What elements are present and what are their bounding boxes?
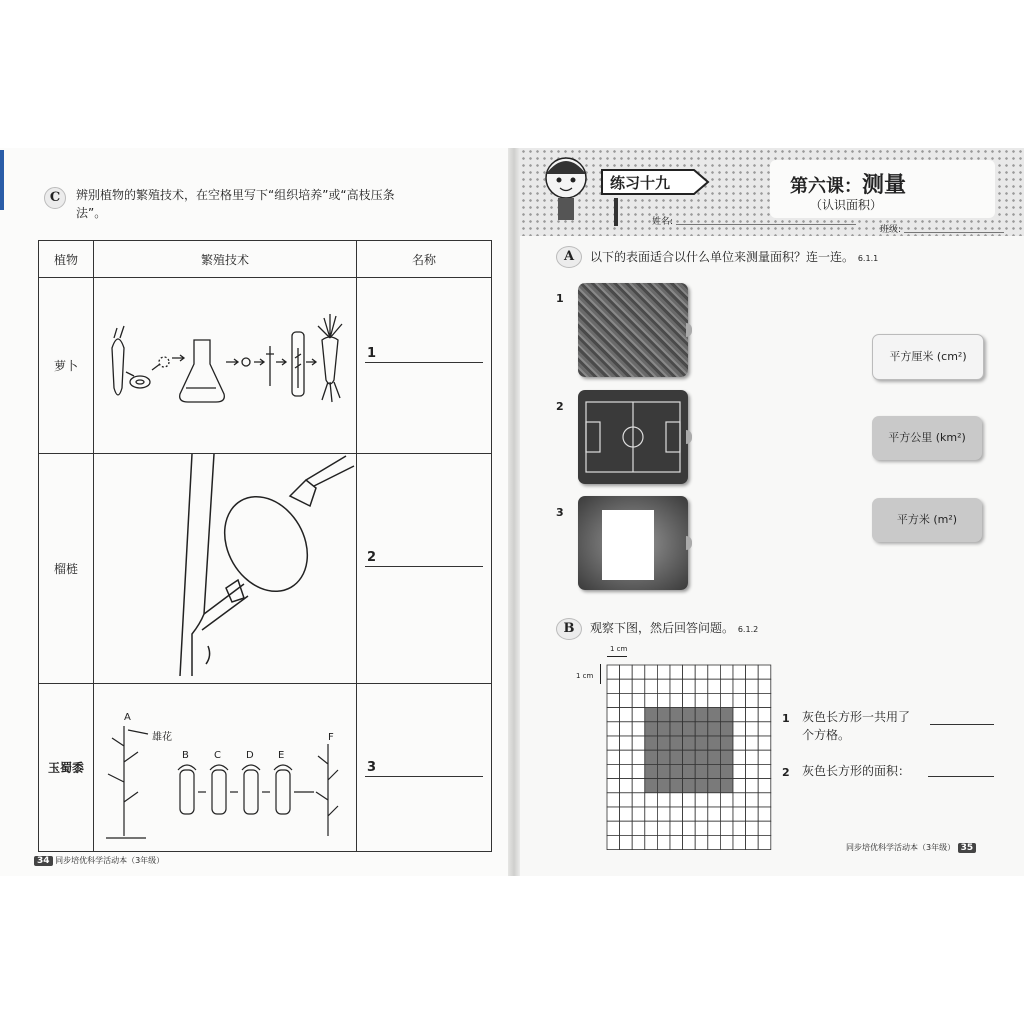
grid-cell	[683, 793, 696, 807]
grid-cell	[683, 835, 696, 849]
grid-cell	[733, 722, 746, 736]
grid-cell	[758, 679, 771, 693]
q1-text	[802, 708, 910, 744]
grid-cell	[708, 793, 721, 807]
grid-cell-shaded	[708, 708, 721, 722]
sign-post	[614, 198, 618, 226]
grid-cell	[607, 708, 620, 722]
grid-cell-shaded	[657, 722, 670, 736]
grid-cell	[746, 693, 759, 707]
label-d: D	[246, 750, 254, 761]
grid-cell	[632, 708, 645, 722]
section-c-instruction	[76, 186, 395, 222]
grid-cell	[632, 835, 645, 849]
grid-cell-shaded	[683, 779, 696, 793]
exercise-label: 练习十九	[610, 174, 671, 192]
left-page-number: 34	[34, 856, 53, 866]
corn-culture-illustration	[94, 684, 357, 852]
grid-cell	[733, 679, 746, 693]
scale-top-label: 1 cm	[610, 645, 628, 653]
answer-number: 1	[367, 346, 377, 361]
grid-cell	[670, 807, 683, 821]
q1-line-1: 灰色长方形一共用了	[802, 710, 911, 724]
header-plant: 植物	[39, 241, 94, 278]
grid-cell-shaded	[720, 764, 733, 778]
lesson-title	[790, 168, 906, 199]
grid-cell	[758, 665, 771, 679]
grid-cell	[683, 821, 696, 835]
tissue-culture-illustration	[94, 278, 357, 454]
grid-cell	[708, 665, 721, 679]
grid-cell-shaded	[720, 779, 733, 793]
instruction-line-1: 辨别植物的繁殖技术，在空格里写下“组织培养”或“高枝压条	[76, 188, 395, 202]
grid-cell	[632, 665, 645, 679]
grid-cell-shaded	[695, 708, 708, 722]
unit-option-m2[interactable]: 平方米 (m²)	[872, 498, 982, 542]
grid-cell	[746, 736, 759, 750]
item-number-1: 1	[556, 292, 564, 305]
class-field[interactable]	[904, 232, 1004, 233]
grid-cell	[733, 793, 746, 807]
plant-durian: 榴梿	[39, 454, 94, 684]
answer-number: 2	[367, 550, 377, 565]
q2-text: 灰色长方形的面积：	[802, 764, 911, 778]
grid-cell-shaded	[720, 722, 733, 736]
grid-cell-shaded	[683, 708, 696, 722]
grid-cell-shaded	[708, 736, 721, 750]
grid-cell	[657, 665, 670, 679]
grid-cell	[733, 821, 746, 835]
grid-cell	[683, 693, 696, 707]
grid-cell	[607, 764, 620, 778]
class-label: 班级:	[880, 225, 902, 235]
grid-cell	[708, 693, 721, 707]
grid-cell	[758, 693, 771, 707]
grid-cell-shaded	[720, 736, 733, 750]
grid-cell	[733, 708, 746, 722]
unit-option-cm2[interactable]: 平方厘米 (cm²)	[872, 334, 984, 380]
grid-cell-shaded	[683, 736, 696, 750]
section-b-instruction	[590, 619, 758, 639]
table-row	[39, 454, 492, 684]
grid-cell-shaded	[695, 722, 708, 736]
grid-cell	[758, 835, 771, 849]
grid-cell	[733, 693, 746, 707]
grid-cell	[670, 835, 683, 849]
answer-cell	[357, 684, 492, 852]
grid-cell	[733, 736, 746, 750]
item-number-2: 2	[556, 400, 564, 413]
answer-line[interactable]	[365, 566, 483, 567]
marcotting-drawing	[94, 454, 356, 680]
grid-cell	[620, 693, 633, 707]
grid-cell-shaded	[720, 708, 733, 722]
exercise-sign-board	[600, 166, 710, 198]
grid-cell	[657, 807, 670, 821]
grid-cell-shaded	[645, 722, 658, 736]
grid-cell	[695, 793, 708, 807]
grid-cell-shaded	[708, 764, 721, 778]
lesson-title-main: 测量	[862, 173, 907, 198]
grid-cell	[758, 821, 771, 835]
grid-cell	[657, 693, 670, 707]
grid-cell	[620, 708, 633, 722]
grid-cell	[607, 736, 620, 750]
label-male-flower: 雄花	[152, 732, 172, 743]
grid-cell	[758, 793, 771, 807]
grid-cell	[607, 793, 620, 807]
grid-cell	[645, 679, 658, 693]
book-gutter	[508, 148, 520, 876]
grid-cell	[758, 807, 771, 821]
grid-cell	[720, 793, 733, 807]
grid-cell	[683, 679, 696, 693]
grid-cell	[607, 693, 620, 707]
grid-cell	[708, 807, 721, 821]
grid-cell	[746, 708, 759, 722]
grid-cell	[695, 821, 708, 835]
label-b: B	[182, 750, 189, 761]
grid-cell	[683, 665, 696, 679]
grid-cell	[733, 750, 746, 764]
grid-cell	[645, 807, 658, 821]
grid-cell-shaded	[683, 722, 696, 736]
grid-cell	[620, 679, 633, 693]
grid-cell-shaded	[657, 779, 670, 793]
grid-cell	[607, 821, 620, 835]
grid-cell	[733, 807, 746, 821]
grid-cell	[758, 779, 771, 793]
city-aerial-photo	[578, 283, 688, 377]
left-footer-text: 同步培优科学活动本（3年级）	[55, 856, 165, 865]
grid-cell	[632, 693, 645, 707]
grid-cell-shaded	[645, 736, 658, 750]
grid-cell	[670, 793, 683, 807]
cartoon-girl-illustration	[526, 150, 606, 226]
grid-cell	[746, 750, 759, 764]
q2-number: 2	[782, 766, 790, 779]
grid-cell	[746, 807, 759, 821]
grid-cell	[695, 807, 708, 821]
grid-cell	[733, 665, 746, 679]
lesson-title-prefix: 第六课：	[790, 176, 862, 197]
name-label: 姓名:	[652, 217, 674, 227]
section-b-instruction-text: 观察下图，然后回答问题。	[590, 621, 735, 635]
grid-cell	[746, 835, 759, 849]
grid-cell	[670, 821, 683, 835]
section-c-badge: C	[44, 187, 66, 209]
grid-cell-shaded	[695, 764, 708, 778]
grid-cell	[607, 722, 620, 736]
grid-cell	[758, 722, 771, 736]
grid-cell	[758, 764, 771, 778]
label-f: F	[328, 732, 334, 743]
grid-cell	[746, 821, 759, 835]
grid-cell	[620, 750, 633, 764]
unit-option-km2[interactable]: 平方公里 (km²)	[872, 416, 982, 460]
grid-cell-shaded	[670, 764, 683, 778]
grid-cell	[695, 679, 708, 693]
grid-cell	[620, 835, 633, 849]
grid-cell	[645, 665, 658, 679]
grid-cell	[746, 665, 759, 679]
table-row	[39, 684, 492, 852]
grid-cell	[720, 679, 733, 693]
answer-line[interactable]	[365, 362, 483, 363]
grid-cell	[746, 793, 759, 807]
grid-cell	[746, 764, 759, 778]
grid-cell	[733, 835, 746, 849]
grid-cell	[632, 750, 645, 764]
table-header-row	[39, 241, 492, 278]
grid-cell-shaded	[695, 779, 708, 793]
grid-cell	[720, 665, 733, 679]
grid-cell	[657, 793, 670, 807]
grid-cell	[632, 807, 645, 821]
grid-cell	[708, 821, 721, 835]
table-row	[39, 278, 492, 454]
name-field[interactable]	[676, 224, 856, 225]
grid-cell	[733, 779, 746, 793]
grid-cell	[720, 821, 733, 835]
section-a-badge: A	[556, 246, 582, 268]
grid-cell	[620, 665, 633, 679]
section-b-code: 6.1.2	[737, 625, 759, 634]
q2-answer-line[interactable]	[928, 776, 994, 777]
grid-cell	[720, 693, 733, 707]
grid-cell-shaded	[708, 750, 721, 764]
grid-cell	[632, 764, 645, 778]
scale-top-bar	[607, 656, 627, 657]
grid-cell	[670, 679, 683, 693]
grid-cell-shaded	[657, 736, 670, 750]
tissue-culture-drawing	[94, 278, 356, 450]
grid-cell	[607, 835, 620, 849]
grid-cell	[683, 807, 696, 821]
grid-cell	[632, 779, 645, 793]
grid-cell-shaded	[645, 764, 658, 778]
grid-cell-shaded	[657, 750, 670, 764]
grid-cell	[695, 835, 708, 849]
grid-cell-shaded	[645, 779, 658, 793]
paper-sheet-photo	[578, 496, 688, 590]
answer-line[interactable]	[365, 776, 483, 777]
grid-cell-shaded	[645, 750, 658, 764]
section-b-badge: B	[556, 618, 582, 640]
grid-cell	[670, 665, 683, 679]
label-a: A	[124, 712, 131, 723]
grid-cell	[607, 679, 620, 693]
grid-cell	[620, 722, 633, 736]
grid-cell	[632, 793, 645, 807]
grid-cell-shaded	[720, 750, 733, 764]
plant-corn: 玉蜀黍	[39, 684, 94, 852]
right-page-number: 35	[958, 843, 977, 853]
scale-left-label: 1 cm	[576, 672, 594, 680]
grid-cell	[620, 793, 633, 807]
grid-cell	[695, 665, 708, 679]
item-number-3: 3	[556, 506, 564, 519]
football-field-markings	[578, 390, 688, 484]
header-technique: 繁殖技术	[94, 241, 357, 278]
label-c: C	[214, 750, 221, 761]
instruction-line-2: 法”。	[76, 206, 107, 220]
grid-cell	[620, 821, 633, 835]
label-e: E	[278, 750, 285, 761]
corn-culture-drawing	[94, 684, 356, 848]
grid-cell-shaded	[645, 708, 658, 722]
grid-cell	[632, 679, 645, 693]
grid-cell	[695, 693, 708, 707]
propagation-table	[38, 240, 492, 852]
grid-cell	[632, 736, 645, 750]
header-name: 名称	[357, 241, 492, 278]
grid-cell	[657, 835, 670, 849]
grid-cell-shaded	[695, 750, 708, 764]
grid-cell	[620, 764, 633, 778]
section-a-question	[590, 248, 878, 268]
grid-cell	[758, 708, 771, 722]
answer-cell	[357, 278, 492, 454]
grid-cell	[632, 722, 645, 736]
q1-answer-line[interactable]	[930, 724, 994, 725]
grid-cell	[708, 679, 721, 693]
grid-cell	[758, 736, 771, 750]
grid-cell-shaded	[683, 750, 696, 764]
grid-cell	[620, 779, 633, 793]
answer-number: 3	[367, 760, 377, 775]
q1-number: 1	[782, 712, 790, 725]
paper-sheet	[602, 510, 654, 580]
grid-cell-shaded	[683, 764, 696, 778]
section-a-code: 6.1.1	[857, 254, 879, 263]
grid-cell-shaded	[695, 736, 708, 750]
football-field-photo	[578, 390, 688, 484]
section-a-question-text: 以下的表面适合以什么单位来测量面积？连一连。	[590, 250, 855, 264]
grid-cell	[746, 779, 759, 793]
grid-cell	[632, 821, 645, 835]
grid-cell	[657, 679, 670, 693]
grid-cell	[607, 665, 620, 679]
grid-cell	[645, 835, 658, 849]
grid-cell-shaded	[708, 722, 721, 736]
right-footer-text: 同步培优科学活动本（3年级）	[846, 843, 956, 852]
grid-cell	[708, 835, 721, 849]
grid-cell	[645, 693, 658, 707]
grid-cell	[758, 750, 771, 764]
grid-cell	[670, 693, 683, 707]
grid-cell	[620, 807, 633, 821]
grid-cell	[746, 679, 759, 693]
grid-cell-shaded	[708, 779, 721, 793]
area-grid	[606, 664, 774, 854]
grid-cell	[607, 750, 620, 764]
grid-cell	[607, 779, 620, 793]
marcotting-illustration	[94, 454, 357, 684]
grid-cell	[720, 807, 733, 821]
grid-cell-shaded	[670, 708, 683, 722]
plant-radish: 萝卜	[39, 278, 94, 454]
grid-cell-shaded	[670, 750, 683, 764]
grid-cell	[645, 793, 658, 807]
grid-cell-shaded	[657, 764, 670, 778]
answer-cell	[357, 454, 492, 684]
grid-cell-shaded	[657, 708, 670, 722]
grid-cell-shaded	[670, 722, 683, 736]
grid-cell-shaded	[670, 779, 683, 793]
grid-cell-shaded	[670, 736, 683, 750]
page-edge-marker	[0, 150, 4, 210]
grid-cell	[733, 764, 746, 778]
scale-left-bar	[600, 664, 601, 684]
grid-cell	[746, 722, 759, 736]
grid-cell	[645, 821, 658, 835]
right-footer	[846, 842, 976, 853]
grid-cell	[620, 736, 633, 750]
lesson-subtitle: （认识面积）	[810, 198, 883, 212]
grid-cell	[607, 807, 620, 821]
grid-cell	[657, 821, 670, 835]
q1-line-2: 个方格。	[802, 728, 851, 742]
grid-cell	[720, 835, 733, 849]
left-footer	[34, 855, 164, 866]
